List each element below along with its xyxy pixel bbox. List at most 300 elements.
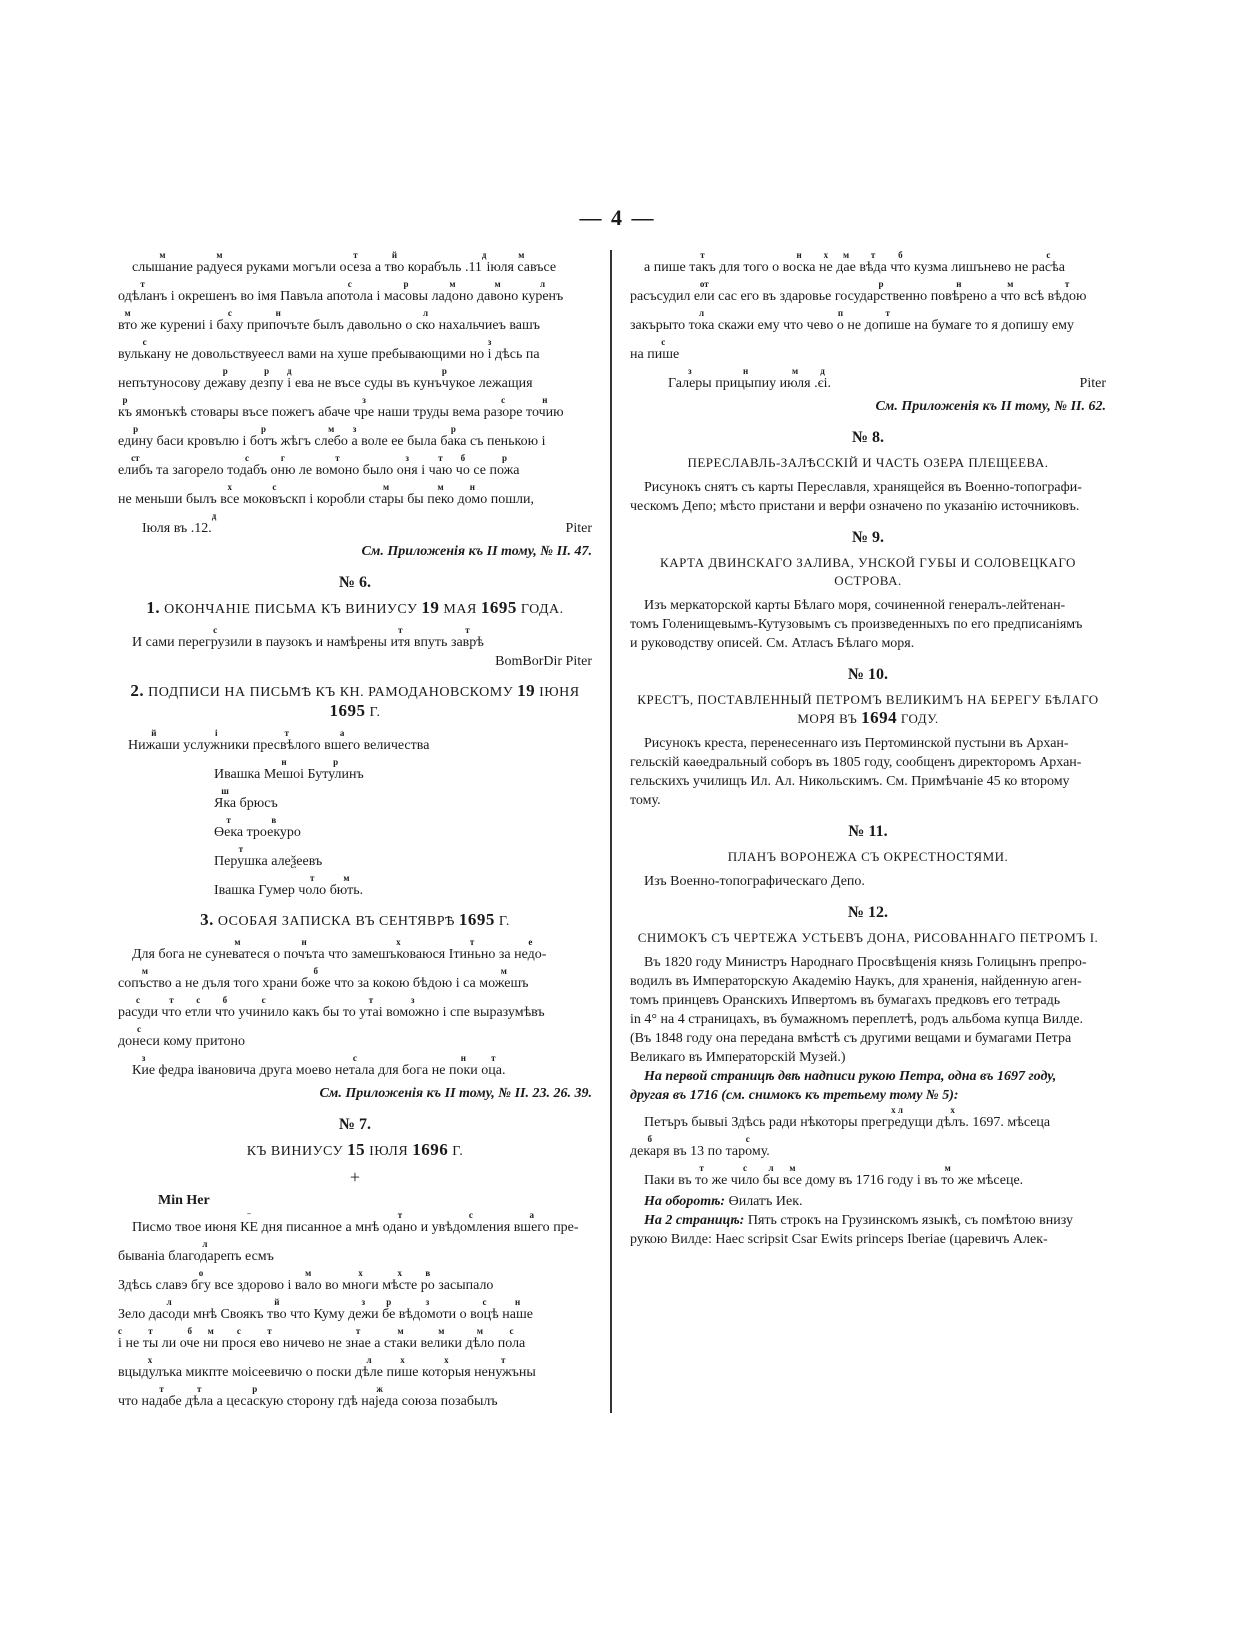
superscript-word: м велики xyxy=(420,1326,463,1351)
superscript-word: м можешъ xyxy=(479,966,529,991)
superscript-word: т надабе xyxy=(141,1384,182,1409)
superscript-word: з вѣдомоти xyxy=(398,1297,457,1322)
word-run: поски xyxy=(316,1355,351,1381)
superscript-spacer xyxy=(146,625,175,635)
superscript-word: е недо- xyxy=(514,937,547,962)
superscript-word: л ско xyxy=(415,308,436,333)
word-run: въ xyxy=(396,366,410,392)
superscript-spacer xyxy=(234,966,259,976)
superscript-letter: с xyxy=(745,1134,750,1144)
page2-note-cont: рукою Вилде: Haec scripsit Csar Ewits princeps Iberiae (царевичъ Алек- xyxy=(630,1232,1048,1247)
superscript-letter: т xyxy=(148,1326,153,1336)
word-run: мѣсеце. xyxy=(977,1163,1023,1189)
word-run: дѣсь xyxy=(495,337,522,363)
superscript-word: т вѣда xyxy=(859,250,887,275)
superscript-letter: н xyxy=(743,366,749,376)
superscript-word: м давоно xyxy=(476,279,519,304)
word-run: пише xyxy=(654,250,686,276)
reverse-note: На оборотѣ: Өилатъ Иек. xyxy=(644,1194,803,1209)
superscript-letter: і xyxy=(214,728,218,738)
superscript-word: б боже xyxy=(301,966,331,991)
text-line: гельскій каѳедральный соборъ въ 1805 году, сообщенъ директоромъ Архан- xyxy=(630,755,1082,770)
word-run: гдѣ xyxy=(338,1384,358,1410)
date-signature-row xyxy=(118,511,592,537)
superscript-letter: т xyxy=(140,279,145,289)
superscript-spacer xyxy=(378,395,410,405)
superscript-spacer xyxy=(141,308,157,318)
word-run: Куму xyxy=(314,1297,345,1323)
word-run: въ xyxy=(839,1163,853,1189)
superscript-spacer xyxy=(718,308,754,318)
superscript-word: м дѣло xyxy=(465,1326,495,1351)
text-line xyxy=(118,1210,592,1236)
superscript-spacer xyxy=(805,1163,835,1173)
word-run: скажи xyxy=(718,308,754,334)
superscript-word: с чило xyxy=(730,1163,760,1188)
superscript-spacer xyxy=(487,424,538,434)
text-line xyxy=(118,1024,592,1050)
superscript-word: м что xyxy=(1000,279,1021,304)
superscript-word: х не xyxy=(819,250,833,275)
superscript-spacer xyxy=(740,279,759,289)
superscript-spacer xyxy=(441,1384,498,1394)
superscript-spacer xyxy=(232,1355,302,1365)
superscript-word: р Бутулинъ xyxy=(307,757,364,782)
word-run: паузокъ xyxy=(266,625,312,651)
superscript-word: з воможно xyxy=(386,995,440,1020)
superscript-word: с увѣдомления xyxy=(431,1210,511,1235)
superscript-spacer xyxy=(712,1163,728,1173)
reference: См. Приложенія къ II тому, № II. 47. xyxy=(361,544,592,559)
superscript-spacer xyxy=(931,308,971,318)
superscript-spacer xyxy=(118,482,132,492)
superscript-word: л дасоди xyxy=(148,1297,190,1322)
word-run: что xyxy=(328,937,348,963)
word-run: 1716 xyxy=(856,1163,884,1189)
word-run: есмъ xyxy=(245,1239,274,1265)
superscript-word: х пише xyxy=(386,1355,419,1380)
superscript-spacer xyxy=(320,337,334,347)
word-run: во xyxy=(240,279,254,305)
superscript-letter: с xyxy=(272,482,277,492)
superscript-spacer xyxy=(318,395,350,405)
superscript-letter: н xyxy=(956,279,962,289)
word-run: а xyxy=(374,1326,380,1352)
superscript-letter: х л xyxy=(891,1105,903,1115)
word-run: па xyxy=(526,337,540,363)
word-run: і xyxy=(421,453,425,479)
superscript-letter: н xyxy=(281,757,287,767)
page2-note: На 2 страницѣ: Пять строкъ на Грузинскомъ языкѣ, съ помѣтою внизу xyxy=(644,1213,1073,1228)
word-run: баси xyxy=(157,424,184,450)
superscript-spacer xyxy=(262,966,297,976)
word-run: для xyxy=(378,1053,399,1079)
superscript-word: н повѣрено xyxy=(930,279,988,304)
word-run: наши xyxy=(378,395,410,421)
word-run: дъля xyxy=(202,966,230,992)
superscript-spacer xyxy=(193,1297,217,1307)
word-run: Здѣсь xyxy=(731,1105,765,1131)
superscript-letter: х xyxy=(823,250,829,260)
section-heading: СНИМОКЪ СЪ ЧЕРТЕЖА УСТЬЕВЪ ДОНА, РИСОВАННАГО ПЕТРОМЪ I. xyxy=(637,930,1099,945)
superscript-word: с перегрузили xyxy=(178,625,253,650)
word-run: то xyxy=(975,308,988,334)
superscript-word: н почъта xyxy=(283,937,325,962)
superscript-spacer xyxy=(402,1384,437,1394)
superscript-letter: т xyxy=(368,995,374,1005)
superscript-word: т допише xyxy=(864,308,911,333)
superscript-letter: з xyxy=(425,1297,430,1307)
word-run: Паки xyxy=(644,1163,675,1189)
text-line: ческомъ Депо; мѣсто пристани и верфи означено по указанію источниковъ. xyxy=(630,499,1080,514)
section-body xyxy=(630,478,1106,516)
word-run: величества xyxy=(364,728,430,754)
word-run: не xyxy=(175,337,189,363)
superscript-word: с і xyxy=(118,1326,122,1351)
superscript-word: ж наjеда xyxy=(361,1384,399,1409)
superscript-letter: ш xyxy=(221,786,229,796)
superscript-spacer xyxy=(220,1297,263,1307)
superscript-letter: д xyxy=(286,366,292,376)
word-run: спе xyxy=(450,995,470,1021)
word-run: было xyxy=(363,453,394,479)
superscript-spacer xyxy=(491,482,534,492)
superscript-letter: с xyxy=(245,453,250,463)
text-line xyxy=(118,625,592,651)
superscript-word: с пише xyxy=(647,337,680,362)
text-line xyxy=(118,250,592,276)
text-line xyxy=(214,815,592,841)
text-line xyxy=(118,937,592,963)
superscript-word: л благодарепъ xyxy=(168,1239,242,1264)
word-run: не xyxy=(185,966,199,992)
superscript-word: н поки xyxy=(448,1053,478,1078)
superscript-spacer xyxy=(413,395,449,405)
word-run: въ xyxy=(763,279,777,305)
superscript-letter: б xyxy=(313,966,319,976)
word-run: мѣсеца xyxy=(1007,1105,1050,1131)
superscript-word: т осеза xyxy=(339,250,372,275)
word-run: не xyxy=(118,482,132,508)
word-run: бы xyxy=(323,995,340,1021)
word-run: і xyxy=(242,424,246,450)
word-run: і xyxy=(376,279,380,305)
superscript-letter: с xyxy=(1046,250,1051,260)
superscript-word: р бе xyxy=(382,1297,396,1322)
superscript-spacer xyxy=(158,937,184,947)
word-run: моево xyxy=(296,1053,332,1079)
word-run: корабъль xyxy=(408,250,462,276)
superscript-word: а вшего xyxy=(324,728,361,753)
superscript-spacer xyxy=(432,1053,446,1063)
text-line xyxy=(630,250,1106,276)
superscript-spacer xyxy=(273,937,280,947)
superscript-spacer xyxy=(118,1384,138,1394)
superscript-letter: м xyxy=(500,966,507,976)
superscript-word: м июля xyxy=(779,366,811,391)
section-body xyxy=(630,872,1106,891)
word-run: чево xyxy=(807,308,834,334)
superscript-word: с донеси xyxy=(118,1024,160,1049)
superscript-word: й тво xyxy=(267,1297,287,1322)
word-run: ничево xyxy=(283,1326,325,1352)
word-run: бывыі xyxy=(691,1105,727,1131)
letter-signature: BomBorDir Piter xyxy=(495,654,592,669)
superscript-letter: г xyxy=(280,453,285,463)
superscript-spacer xyxy=(402,1053,428,1063)
superscript-word: т итя xyxy=(390,625,411,650)
word-run: не xyxy=(847,308,861,334)
superscript-spacer xyxy=(343,995,356,1005)
superscript-spacer xyxy=(542,424,546,434)
superscript-spacer xyxy=(281,424,311,434)
note-lines xyxy=(118,937,592,1050)
superscript-spacer xyxy=(188,937,202,947)
superscript-spacer xyxy=(526,337,540,347)
superscript-letter: х xyxy=(400,1355,405,1365)
superscript-spacer xyxy=(327,625,387,635)
superscript-letter: б xyxy=(647,1134,653,1144)
text-line: Въ 1820 году Министръ Народнаго Просвѣщенія князь Голицынъ препро- xyxy=(644,955,1087,970)
word-run: са xyxy=(463,966,476,992)
superscript-letter: л xyxy=(202,1239,208,1249)
word-run: дому xyxy=(805,1163,835,1189)
superscript-word: м то xyxy=(941,1163,955,1188)
text-line: водилъ въ Императорскую Академію Наукъ, для храненія, найденную аген- xyxy=(630,974,1082,989)
word-run: Зело xyxy=(118,1297,145,1323)
superscript-letter: м xyxy=(343,873,350,883)
superscript-spacer xyxy=(162,1326,176,1336)
word-run: алеѯеевъ xyxy=(271,844,322,870)
word-run: івановича xyxy=(197,1053,255,1079)
superscript-letter: л xyxy=(539,279,546,289)
word-run: коробли xyxy=(317,482,365,508)
word-run: 13 xyxy=(690,1134,704,1160)
word-run: Ивашка xyxy=(214,757,260,783)
word-run: Своякъ xyxy=(220,1297,263,1323)
text-line xyxy=(214,786,592,812)
superscript-spacer xyxy=(509,308,540,318)
superscript-letter: м xyxy=(124,308,131,318)
superscript-letter: м xyxy=(842,250,850,260)
word-run: на xyxy=(914,308,928,334)
word-run: не xyxy=(317,366,331,392)
text-line xyxy=(630,308,1106,334)
word-run: того xyxy=(234,966,259,992)
superscript-letter: л xyxy=(366,1355,372,1365)
section-heading: 2. ПОДПИСИ НА ПИСЬМѢ КЪ КН. РАМОДАНОВСКОМУ 19 ІЮНЯ 1695 Г. xyxy=(130,681,580,720)
superscript-spacer xyxy=(719,250,740,260)
superscript-word: х дѣлъ. xyxy=(936,1105,969,1130)
word-run: нахальчиеъ xyxy=(439,308,506,334)
superscript-spacer xyxy=(373,966,410,976)
word-run: бы xyxy=(407,482,424,508)
word-run: хуше xyxy=(337,337,367,363)
word-run: не xyxy=(432,1053,446,1079)
superscript-word: х все xyxy=(220,482,240,507)
superscript-letter: т xyxy=(267,1326,272,1336)
superscript-letter: с xyxy=(196,995,201,1005)
superscript-letter: н xyxy=(469,482,475,492)
word-run: воле xyxy=(361,424,388,450)
word-run: ле xyxy=(299,453,312,479)
word-run: окрешенъ xyxy=(178,279,237,305)
word-run: Здѣсь xyxy=(118,1268,152,1294)
superscript-letter: т xyxy=(465,625,470,635)
superscript-word: т то xyxy=(695,1163,709,1188)
superscript-spacer xyxy=(118,1297,145,1307)
word-run: по xyxy=(708,1134,723,1160)
letter-date: Іюля въ .12. д xyxy=(142,511,217,536)
superscript-spacer xyxy=(316,625,324,635)
superscript-spacer xyxy=(317,366,331,376)
superscript-spacer xyxy=(178,279,237,289)
superscript-word: м все xyxy=(782,1163,802,1188)
superscript-spacer xyxy=(196,1024,245,1034)
section-heading: КРЕСТЪ, ПОСТАВЛЕННЫЙ ПЕТРОМЪ ВЕЛИКИМЪ НА БЕРЕГУ БѢЛАГО xyxy=(637,692,1099,707)
word-run: ему xyxy=(1052,308,1074,334)
word-run: ему xyxy=(758,308,780,334)
word-run: июня xyxy=(205,1210,237,1236)
superscript-spacer xyxy=(256,625,263,635)
superscript-letter: т xyxy=(284,728,289,738)
superscript-letter: ст xyxy=(131,453,140,463)
superscript-spacer xyxy=(495,337,522,347)
word-run: давольно xyxy=(347,308,402,334)
superscript-word: н наше xyxy=(502,1297,533,1322)
superscript-spacer xyxy=(192,337,284,347)
word-run: труды xyxy=(413,395,449,421)
word-run: не xyxy=(126,1326,140,1352)
superscript-word: с прося xyxy=(221,1326,257,1351)
word-run: позабылъ xyxy=(441,1384,498,1410)
superscript-spacer xyxy=(136,395,187,405)
word-run: мнѣ xyxy=(193,1297,217,1323)
word-run: ли xyxy=(162,1326,176,1352)
date-superscript: д xyxy=(211,511,217,521)
section-heading: ПЛАНЪ ВОРОНЕЖА СЪ ОКРЕСТНОСТЯМИ. xyxy=(727,849,1009,864)
superscript-spacer xyxy=(758,308,780,318)
superscript-spacer xyxy=(407,482,424,492)
superscript-letter: р xyxy=(441,366,447,376)
superscript-spacer xyxy=(214,873,255,883)
word-run: і xyxy=(309,482,313,508)
superscript-letter: м xyxy=(449,279,456,289)
word-run: пожегъ xyxy=(272,395,315,421)
superscript-spacer xyxy=(414,625,448,635)
superscript-word: т пресвѣлого xyxy=(252,728,321,753)
letter-5-end xyxy=(118,250,592,561)
superscript-spacer xyxy=(856,1163,884,1173)
superscript-spacer xyxy=(126,1326,140,1336)
word-run: бумаге xyxy=(931,308,971,334)
word-run: вами xyxy=(288,337,317,363)
word-run: храни xyxy=(262,966,297,992)
section-body xyxy=(630,596,1106,653)
superscript-word: м стары xyxy=(368,482,404,507)
word-run: а xyxy=(375,250,381,276)
superscript-spacer xyxy=(644,1105,688,1115)
text-line xyxy=(630,1134,1106,1160)
superscript-letter: с xyxy=(509,1326,514,1336)
superscript-word: т что xyxy=(161,995,182,1020)
superscript-letter: т xyxy=(398,625,403,635)
superscript-letter: с xyxy=(136,1024,141,1034)
word-run: славэ xyxy=(156,1268,188,1294)
superscript-spacer xyxy=(135,482,182,492)
superscript-letter: с xyxy=(213,625,218,635)
superscript-letter: н xyxy=(515,1297,521,1307)
word-run: не xyxy=(328,1326,342,1352)
superscript-word: л куренъ xyxy=(521,279,564,304)
superscript-letter: р xyxy=(386,1297,392,1307)
text-line: гельскихъ училищъ Ил. Ал. Никольскимъ. См. Примѣчаніе 45 ко второму xyxy=(630,774,1070,789)
word-run: былъ xyxy=(313,308,344,334)
superscript-spacer xyxy=(1015,250,1029,260)
superscript-letter: м xyxy=(438,1326,445,1336)
superscript-spacer xyxy=(290,1297,310,1307)
word-run: и xyxy=(421,1210,429,1236)
date-signature-row xyxy=(630,366,1106,392)
superscript-word: т чоло xyxy=(298,873,327,898)
superscript-spacer xyxy=(800,1105,857,1115)
superscript-word: н прицыпиу xyxy=(715,366,777,391)
superscript-word: м суневатеся xyxy=(205,937,270,962)
word-run: здорово xyxy=(237,1268,284,1294)
superscript-word: т вомоно xyxy=(315,453,360,478)
superscript-spacer xyxy=(317,482,365,492)
word-run: на xyxy=(630,337,644,363)
superscript-word: о бгу xyxy=(191,1268,211,1293)
superscript-spacer xyxy=(205,1210,237,1220)
superscript-spacer xyxy=(187,424,239,434)
superscript-letter: р xyxy=(260,424,266,434)
superscript-word: і услужники xyxy=(183,728,250,753)
superscript-spacer xyxy=(186,1355,229,1365)
letter-date xyxy=(668,366,831,392)
text-line xyxy=(118,279,592,305)
text-line xyxy=(630,1105,1106,1131)
superscript-word: р бака xyxy=(440,424,467,449)
superscript-spacer xyxy=(743,250,768,260)
superscript-spacer xyxy=(378,1053,399,1063)
section-number: № 12. xyxy=(847,904,889,921)
word-run: лежащия xyxy=(479,366,533,392)
superscript-letter: н xyxy=(301,937,307,947)
superscript-spacer xyxy=(763,279,777,289)
superscript-spacer xyxy=(460,1297,467,1307)
word-run: и xyxy=(316,625,324,651)
superscript-letter: д xyxy=(481,250,487,260)
word-run: что xyxy=(783,308,803,334)
superscript-letter: м xyxy=(141,966,148,976)
superscript-spacer xyxy=(240,279,254,289)
superscript-spacer xyxy=(313,308,344,318)
superscript-letter: х xyxy=(444,1355,449,1365)
superscript-letter: ж xyxy=(376,1384,383,1394)
superscript-letter: з xyxy=(410,995,415,1005)
superscript-word: с разоре xyxy=(483,395,523,420)
superscript-spacer xyxy=(630,337,644,347)
word-run: Петъръ xyxy=(644,1105,688,1131)
word-run: кузма xyxy=(914,250,948,276)
superscript-spacer xyxy=(156,453,169,463)
superscript-word: м ладоно xyxy=(431,279,474,304)
superscript-spacer xyxy=(185,966,199,976)
word-run: же xyxy=(958,1163,974,1189)
superscript-spacer xyxy=(237,1268,284,1278)
word-run: жѣгъ xyxy=(281,424,311,450)
